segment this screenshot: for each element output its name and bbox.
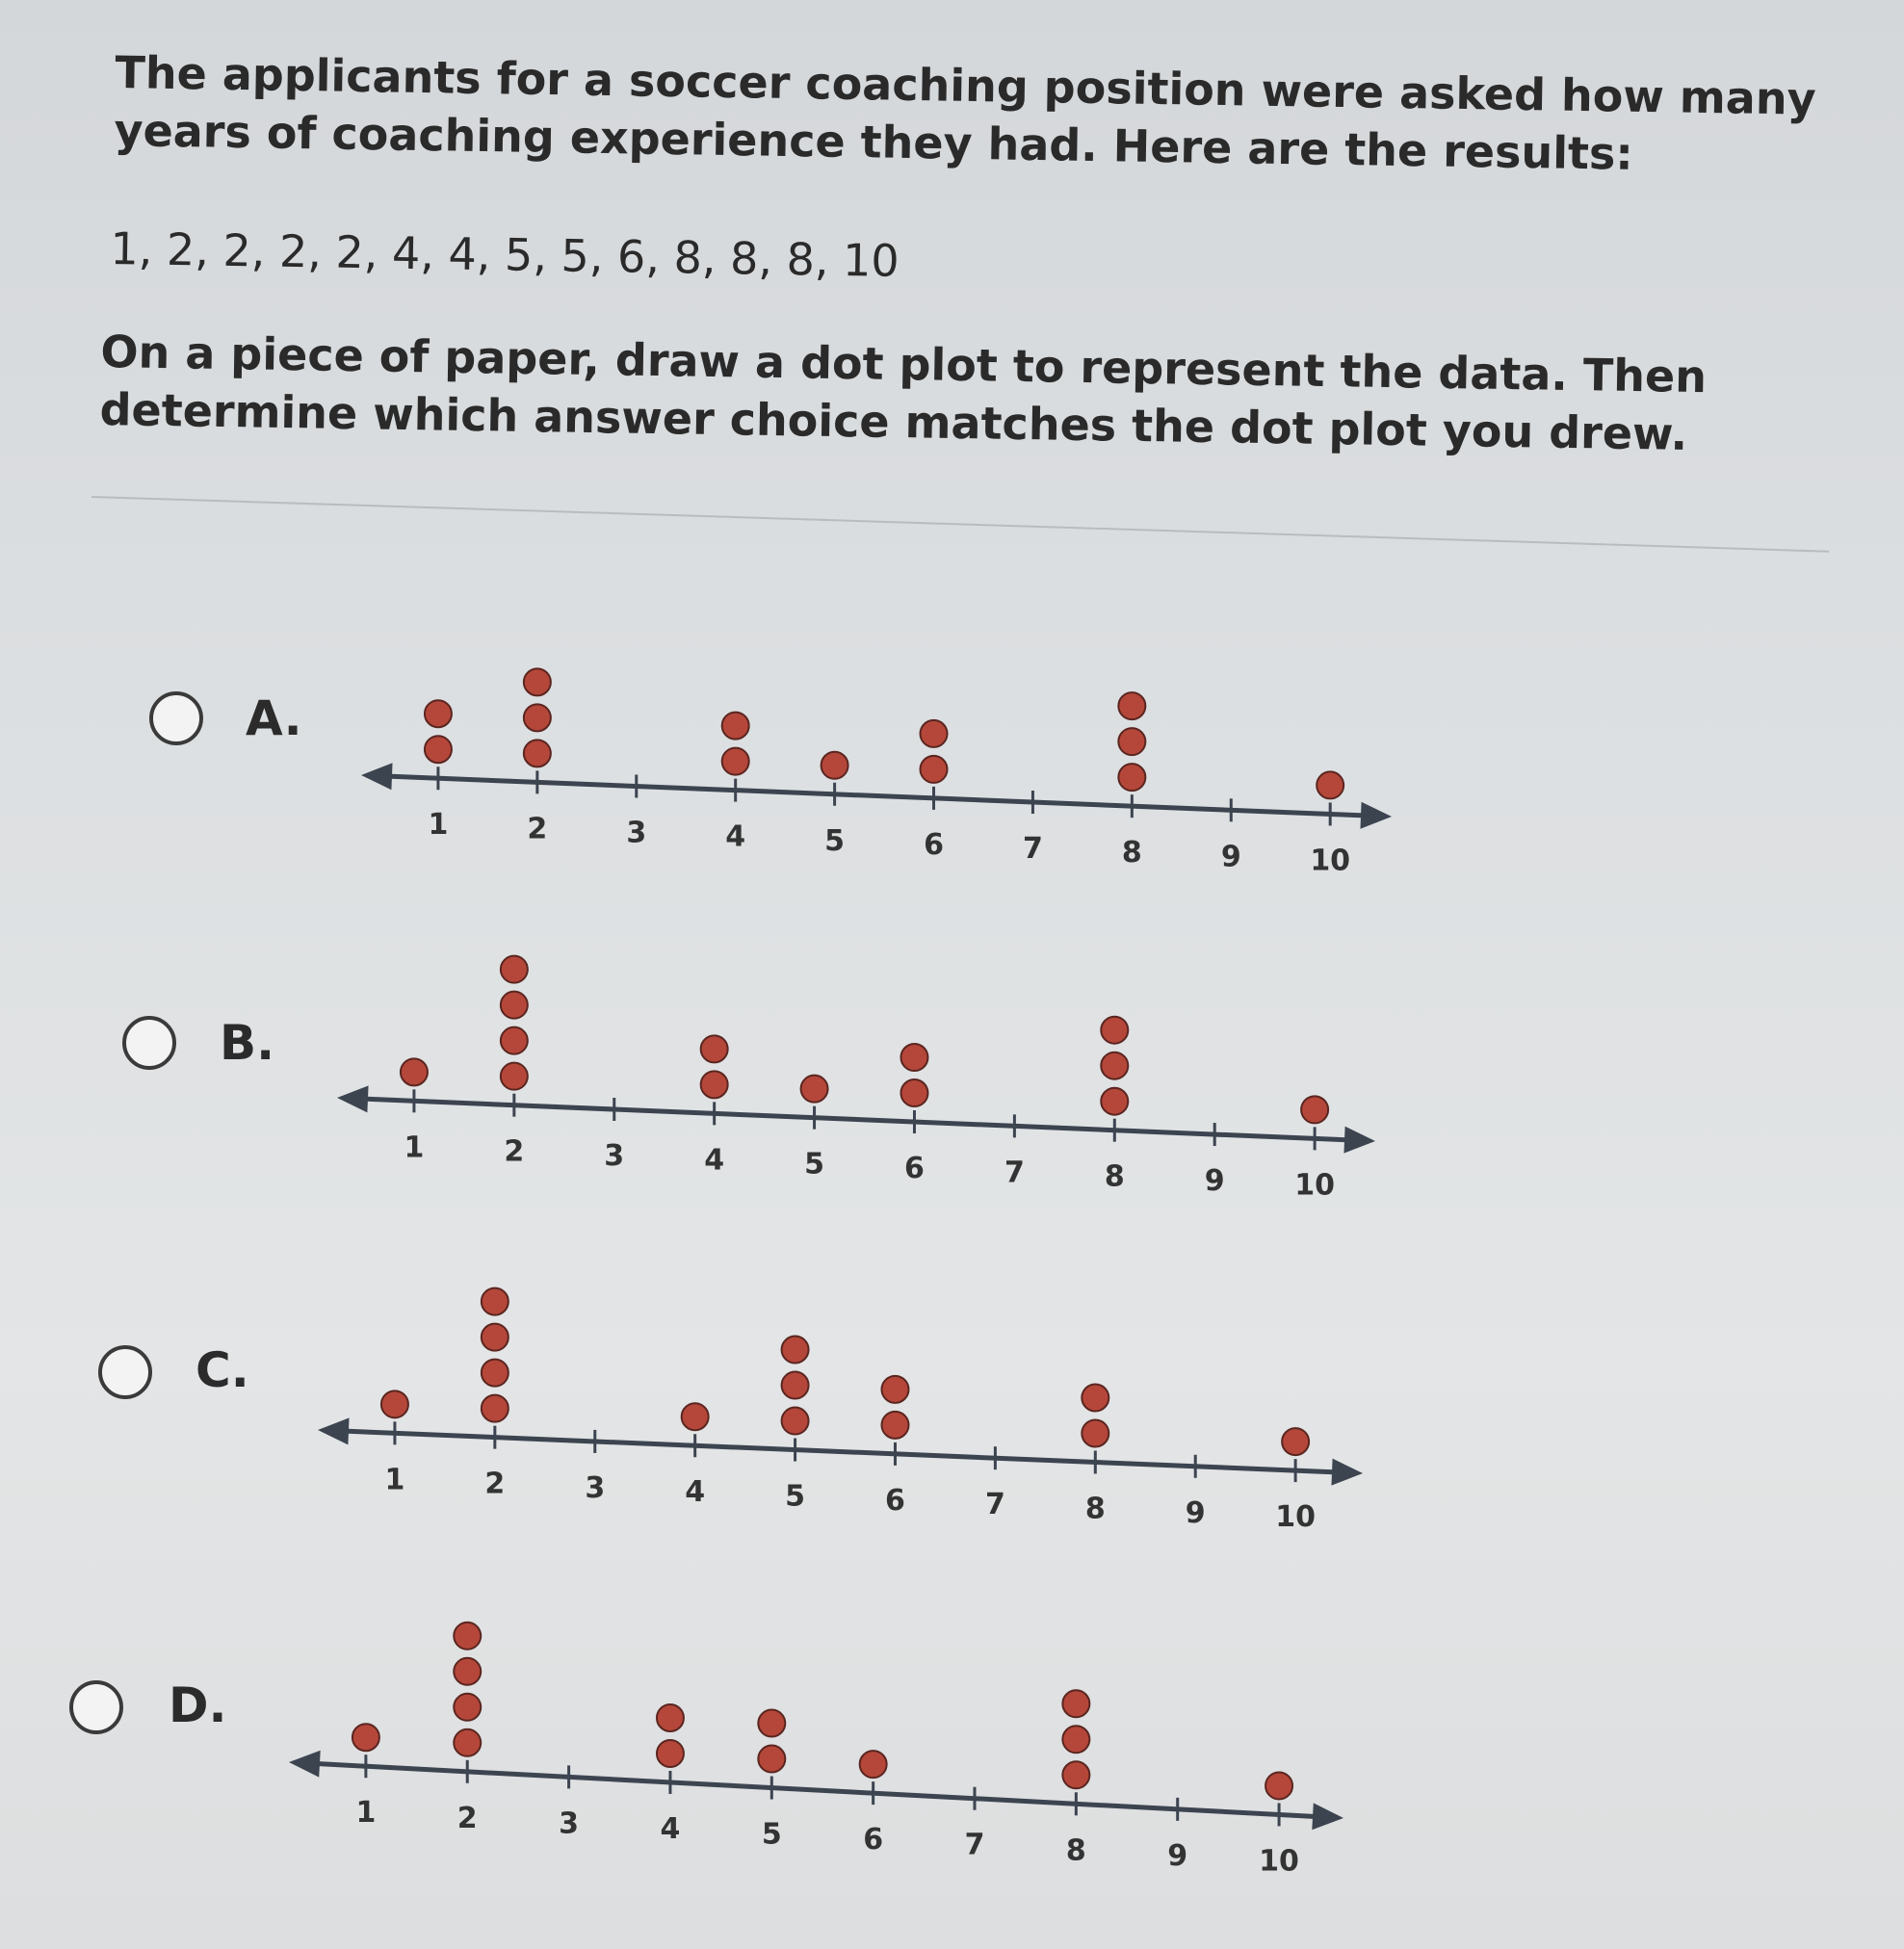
- data-dot: [454, 1658, 481, 1685]
- choice-label-a: A.: [246, 690, 302, 746]
- tick-label: 2: [504, 1134, 525, 1169]
- choice-label-b: B.: [220, 1015, 275, 1071]
- tick-label: 7: [964, 1828, 985, 1862]
- axis-arrow-right: [1312, 1803, 1343, 1830]
- tick-label: 9: [1204, 1164, 1225, 1199]
- tick-label: 6: [904, 1152, 925, 1186]
- tick-label: 8: [1121, 836, 1142, 871]
- tick-label: 1: [428, 808, 449, 843]
- tick-label: 8: [1065, 1833, 1086, 1868]
- data-dot: [454, 1623, 481, 1650]
- data-dot: [1062, 1690, 1089, 1717]
- tick-label: 9: [1185, 1495, 1206, 1530]
- tick-label: 6: [863, 1823, 884, 1858]
- data-dot: [454, 1729, 481, 1756]
- tick-label: 9: [1167, 1838, 1188, 1873]
- tick-label: 2: [527, 812, 548, 846]
- data-dot: [1265, 1772, 1292, 1799]
- data-dot: [657, 1740, 684, 1767]
- data-values: 1, 2, 2, 2, 2, 4, 4, 5, 5, 6, 8, 8, 8, 10: [110, 221, 900, 287]
- tick-label: 10: [1294, 1168, 1335, 1203]
- tick-label: 10: [1310, 844, 1351, 878]
- tick-label: 4: [725, 819, 746, 854]
- data-dot: [657, 1704, 684, 1731]
- tick-label: 3: [604, 1139, 625, 1174]
- tick-label: 8: [1104, 1159, 1125, 1194]
- question-prompt: The applicants for a soccer coaching position were asked how many years of coaching experience they had. Here are the results:: [114, 45, 1817, 180]
- data-dot: [1062, 1726, 1089, 1753]
- tick-label: 3: [585, 1470, 606, 1505]
- tick-label: 6: [885, 1483, 905, 1518]
- tick-label: 1: [404, 1130, 425, 1165]
- data-dot: [454, 1694, 481, 1721]
- tick-label: 6: [924, 827, 944, 862]
- tick-label: 9: [1220, 840, 1241, 874]
- choice-label-c: C.: [196, 1342, 249, 1398]
- data-dot: [352, 1724, 379, 1751]
- tick-label: 10: [1259, 1844, 1299, 1879]
- tick-label: 7: [1022, 832, 1043, 867]
- tick-label: 4: [660, 1811, 681, 1846]
- axis-arrow-left: [289, 1751, 321, 1778]
- tick-label: 5: [824, 823, 846, 858]
- tick-label: 7: [984, 1488, 1005, 1522]
- data-dot: [860, 1751, 887, 1778]
- tick-label: 3: [626, 816, 647, 850]
- instruction-text: On a piece of paper, draw a dot plot to represent the data. Then determine which answer choice matches the dot plot you drew.: [99, 325, 1708, 460]
- tick-label: 2: [456, 1801, 478, 1835]
- tick-label: 5: [804, 1147, 825, 1182]
- tick-label: 4: [685, 1475, 706, 1510]
- tick-label: 10: [1275, 1500, 1317, 1535]
- data-dot: [1062, 1761, 1089, 1788]
- tick-label: 4: [704, 1143, 725, 1178]
- data-dot: [758, 1710, 785, 1737]
- choice-label-d: D.: [169, 1677, 227, 1733]
- tick-label: 5: [761, 1817, 782, 1852]
- tick-label: 7: [1004, 1156, 1025, 1190]
- tick-label: 8: [1084, 1492, 1106, 1526]
- tick-label: 5: [785, 1479, 806, 1514]
- tick-label: 1: [384, 1463, 405, 1497]
- tick-label: 1: [355, 1796, 377, 1831]
- tick-label: 3: [559, 1806, 580, 1841]
- tick-label: 2: [484, 1467, 506, 1501]
- data-dot: [758, 1746, 785, 1773]
